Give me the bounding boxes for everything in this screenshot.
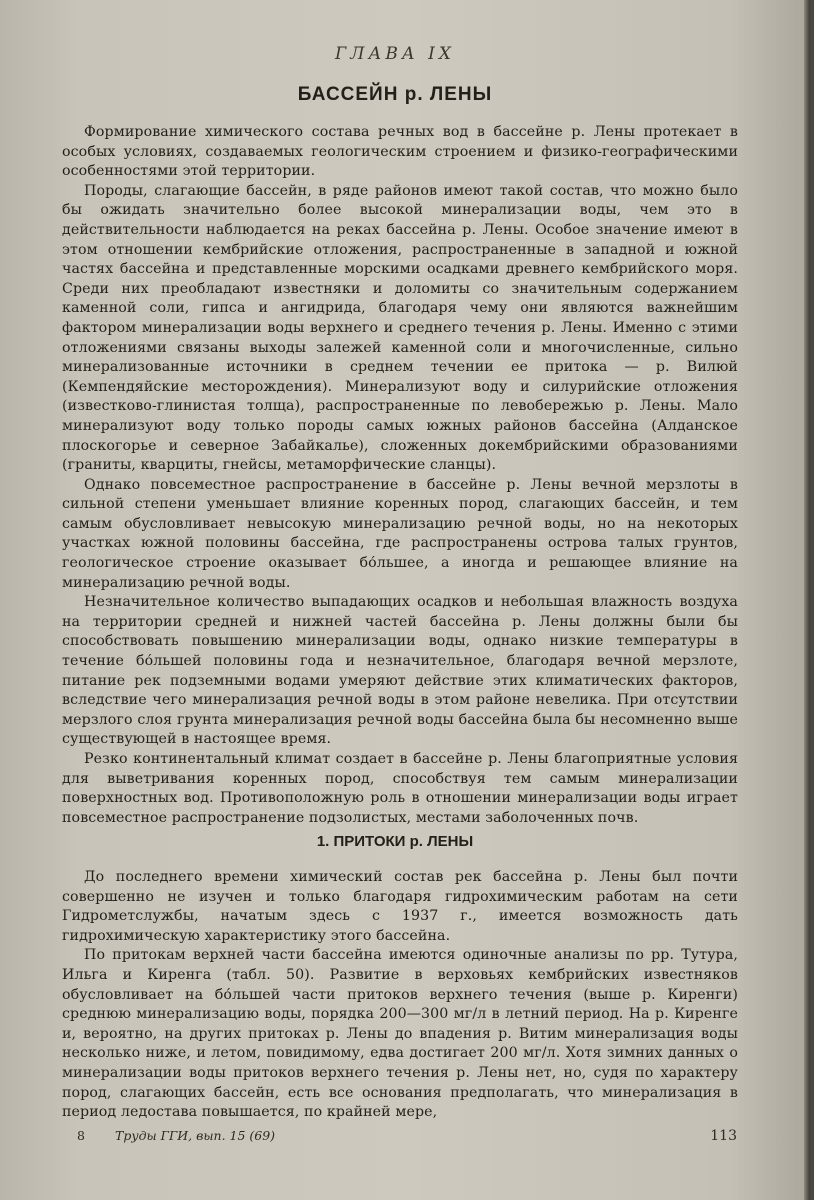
publication-info: Труды ГГИ, вып. 15 (69) [115,1128,276,1143]
chapter-label: ГЛАВА IX [335,44,455,64]
paragraph: Породы, слагающие бассейн, в ряде районов имеют такой состав, что можно было бы ожидать значительно более высокой минерализации воды, чем это в действительности наблюдается на реках бассейна р. Лены. Особое значение имеют в этом отношении кембрийские отложения, распространенные в западной и южной частях бассейна и представленные морскими осадками древнего кембрийского моря. Среди них преобладают известняки и доломиты со значительным содержанием каменной соли, гипса и ангидрида, благодаря чему они являются важнейшим фактором минерализации воды верхнего и среднего течения р. Лены. Именно с этими отложениями связаны выходы залежей каменной соли и многочисленные, сильно минерализованные источники в среднем течении ее притока — р. Вилюй (Кемпендяйские месторождения). Минерализуют воду и силурийские отложения (известково-глинистая толща), распространенные по левобережью р. Лены. Мало минерализуют воду только породы самых южных районов бассейна (Алданское плоскогорье и северное Забайкалье), сложенных докембрийскими образованиями (граниты, кварциты, гнейсы, метаморфические сланцы). [62,182,738,474]
signature-mark: 8 [77,1128,85,1143]
intro-text [62,123,738,828]
paragraph: Незначительное количество выпадающих осадков и небольшая влажность воздуха на территории средней и нижней частей бассейна р. Лены должны были бы способствовать повышению минерализации воды, однако низкие температуры в течение бо́льшей половины года и незначительное, благодаря вечной мерзлоте, питание рек подземными водами умеряют действие этих климатических факторов, вследствие чего минерализация речной воды в этом районе невелика. При отсутствии мерзлого слоя грунта минерализация речной воды бассейна была бы несомненно выше существующей в настоящее время. [62,594,738,748]
paragraph: Резко континентальный климат создает в бассейне р. Лены благоприятные условия для выветривания коренных пород, способствуя тем самым минерализации поверхностных вод. Противоположную роль в отношении минерализации воды играет повсеместное распространение подзолистых, местами заболоченных почв. [62,751,738,826]
page-edge-shadow [804,0,810,1200]
section-heading: 1. ПРИТОКИ р. ЛЕНЫ [316,833,474,850]
paragraph: Формирование химического состава речных вод в бассейне р. Лены протекает в особых условиях, создаваемых геологическим строением и физико-географическими особенностями этой территории. [62,124,738,180]
paragraph: По притокам верхней части бассейна имеются одиночные анализы по рр. Тутура, Ильга и Киренга (табл. 50). Развитие в верховьях кембрийских известняков обусловливает на бо́льшей части притоков верхнего течения (выше р. Киренги) среднюю минерализацию воды, порядка 200—300 мг/л в летний период. На р. Киренге и, вероятно, на других притоках р. Лены до впадения р. Витим минерализация воды несколько ниже, и летом, повидимому, едва достигает 200 мг/л. Хотя зимних данных о минерализации воды притоков верхнего течения р. Лены нет, но, судя по характеру пород, слагающих бассейн, есть все основания предполагать, что минерализация в период ледостава повышается, по крайней мере, [62,947,738,1121]
paragraph: Однако повсеместное распространение в бассейне р. Лены вечной мерзлоты в сильной степени уменьшает влияние коренных пород, слагающих бассейн, и тем самым обусловливает невысокую минерализацию речной воды, но на некоторых участках южной половины бассейна, где распространены острова талых грунтов, геологическое строение оказывает бо́льшее, а иногда и решающее влияние на минерализацию речной воды. [62,476,738,591]
page-number: 113 [710,1128,737,1144]
paragraph: До последнего времени химический состав рек бассейна р. Лены был почти совершенно не изучен и только благодаря гидрохимическим работам на сети Гидрометслужбы, начатым здесь с 1937 г., имеется возможность дать гидрохимическую характеристику этого бассейна. [62,869,738,944]
page-title: БАССЕЙН р. ЛЕНЫ [297,84,493,105]
section-text [62,868,738,1123]
